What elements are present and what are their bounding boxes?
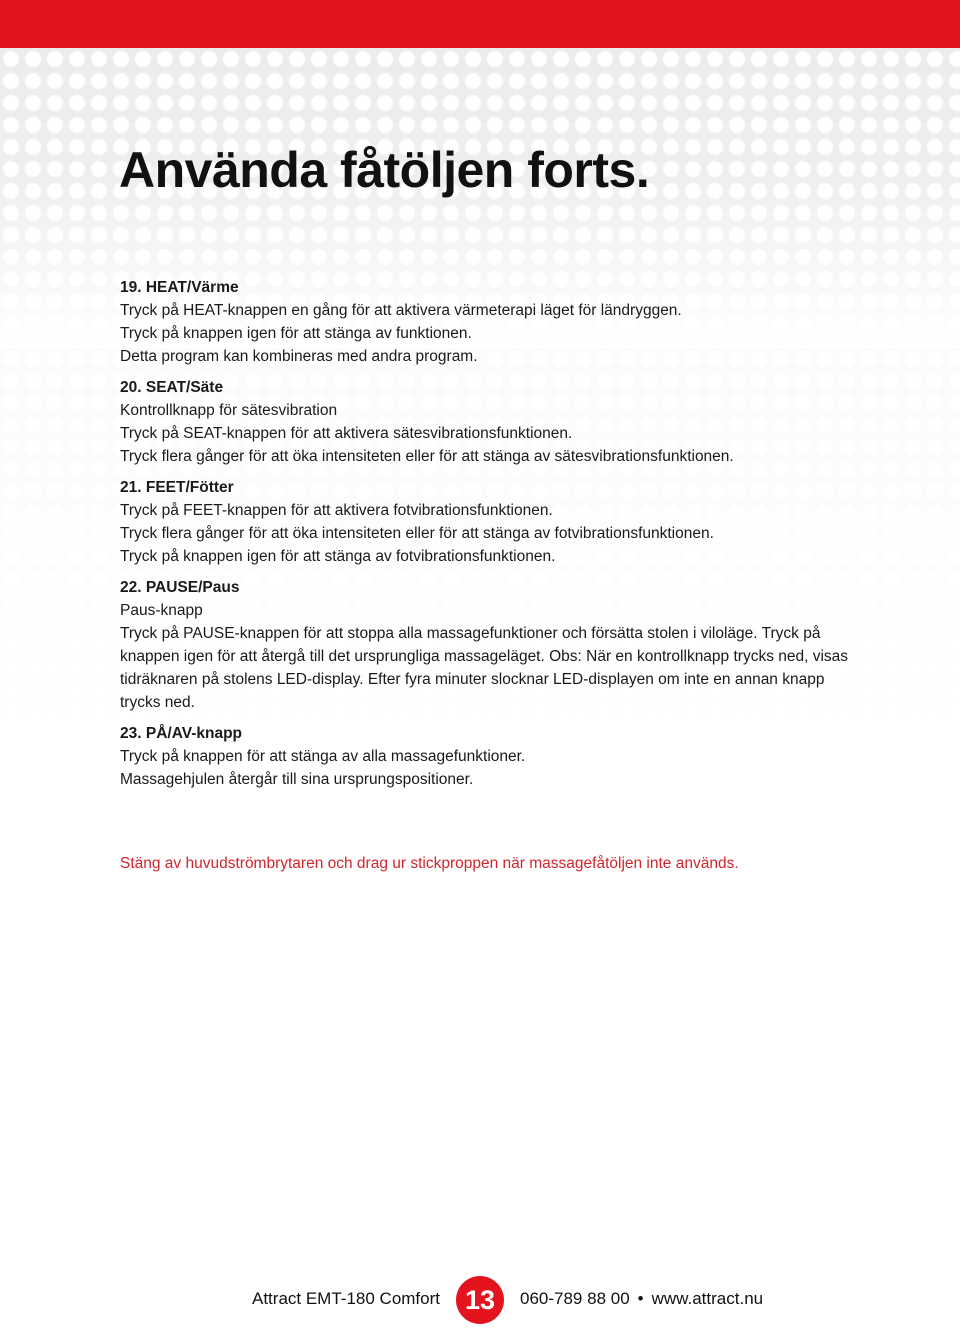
page-title: Använda fåtöljen forts. (119, 142, 650, 198)
section-feet (120, 476, 860, 568)
footer-product-name: Attract EMT-180 Comfort (252, 1289, 440, 1308)
section-line: Tryck på knappen igen för att stänga av funktionen. (120, 325, 472, 342)
section-heading: 23. PÅ/AV-knapp (120, 725, 243, 742)
section-line: Detta program kan kombineras med andra program. (120, 348, 478, 365)
section-line: Paus-knapp (120, 602, 203, 619)
top-accent-bar (0, 0, 960, 48)
section-line: Tryck på FEET-knappen för att aktivera fotvibrationsfunktionen. (120, 502, 553, 519)
footer-website: www.attract.nu (651, 1289, 764, 1308)
section-heading: 21. FEET/Fötter (120, 479, 234, 496)
section-line: Tryck flera gånger för att öka intensiteten eller för att stänga av fotvibrationsfunktionen. (120, 525, 714, 542)
footer-bullet: • (637, 1289, 644, 1308)
section-pause (120, 576, 860, 714)
safety-warning: Stäng av huvudströmbrytaren och drag ur stickproppen när massagefåtöljen inte används. (120, 855, 739, 872)
section-heat (120, 276, 860, 368)
section-heading: 22. PAUSE/Paus (120, 579, 240, 596)
section-line: Massagehjulen återgår till sina ursprungspositioner. (120, 771, 474, 788)
section-line: Tryck på SEAT-knappen för att aktivera sätesvibrationsfunktionen. (120, 425, 573, 442)
section-line: Tryck på HEAT-knappen en gång för att aktivera värmeterapi läget för ländryggen. (120, 302, 682, 319)
footer-contact (520, 1288, 763, 1310)
section-seat (120, 376, 860, 468)
section-line: Kontrollknapp för sätesvibration (120, 402, 338, 419)
section-power (120, 722, 860, 791)
page-footer (0, 1272, 960, 1328)
instructions-content (120, 276, 860, 799)
section-heading: 19. HEAT/Värme (120, 279, 239, 296)
footer-phone: 060-789 88 00 (520, 1289, 630, 1308)
section-line: Tryck på knappen igen för att stänga av fotvibrationsfunktionen. (120, 548, 556, 565)
section-line: Tryck på knappen för att stänga av alla massagefunktioner. (120, 748, 526, 765)
section-line: Tryck flera gånger för att öka intensiteten eller för att stänga av sätesvibrationsfunktionen. (120, 448, 734, 465)
page-number-badge: 13 (456, 1276, 504, 1324)
section-heading: 20. SEAT/Säte (120, 379, 224, 396)
section-paragraph: Tryck på PAUSE-knappen för att stoppa alla massagefunktioner och försätta stolen i viloläge. Tryck på knappen igen för att återgå till det ursprungliga massageläget. Obs: När en kontrollknapp trycks ned, visas tidräknaren på stolens LED-display. Efter fyra minuter slocknar LED-displayen om inte en annan knapp trycks ned. (120, 625, 849, 711)
